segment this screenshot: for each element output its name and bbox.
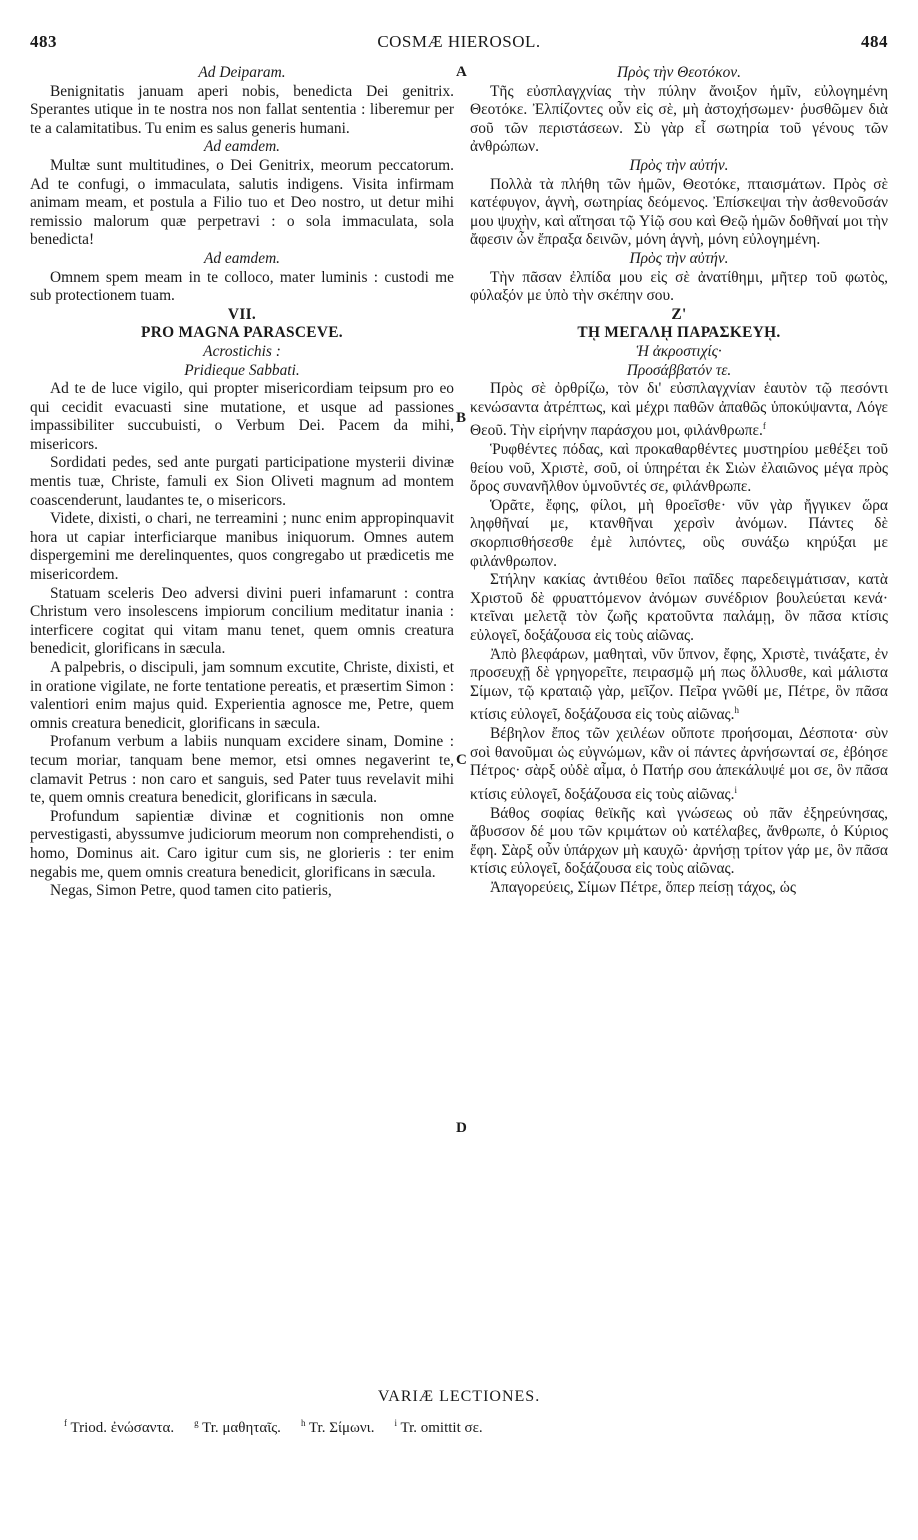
greek-text: Πρὸς τὴν αὐτήν. bbox=[629, 249, 729, 267]
latin-paragraph bbox=[30, 510, 454, 584]
latin-paragraph bbox=[30, 269, 454, 306]
latin-text: Profundum sapientiæ divinæ et cognitionis non omne pervestigasti, abyssumve judiciorum meorum non comprehendisti, o homo, Dominus ait. Caro igitur cum sis, ne glorieris : ter enim negabis me, quem omnis creatura benedicit, glorificans in sæcula. bbox=[30, 807, 454, 881]
footnote-text: Tr. Σίμωνι. bbox=[305, 1420, 375, 1436]
greek-text: Προσάββατόν τε. bbox=[626, 361, 732, 379]
latin-heading bbox=[30, 306, 454, 325]
latin-paragraph bbox=[30, 882, 454, 901]
greek-paragraph bbox=[470, 83, 888, 157]
greek-paragraph bbox=[470, 646, 888, 726]
greek-text: Ὁρᾶτε, ἔφης, φίλοι, μὴ θροεῖσθε· νῦν γὰρ ἤγγικεν ὥρα ληφθῆναί με, κτανθῆναι χερσὶν ἀνόμων. Πάντες δὲ σκορπισθήσεσθε ἐμὲ λιπόντες, οὓς συνάξω κηρύξαι με φιλάνθρωπον. bbox=[470, 496, 888, 570]
latin-text: Negas, Simon Petre, quod tamen cito patieris, bbox=[50, 882, 332, 900]
greek-text: Πρὸς τὴν Θεοτόκον. bbox=[617, 64, 741, 81]
greek-text: Ῥυφθέντες πόδας, καὶ προκαθαρθέντες μυστηρίου μεθέξει τοῦ θείου νοῦ, Χριστὲ, σοῦ, οἱ ὑπηρέται ἐκ Σιὼν ἐλαιῶνος μέγα πρὸς ὄρος συνανῆλθον ὑμνοῦντές σε, φιλάνθρωπε. bbox=[470, 441, 888, 496]
page-number-right: 484 bbox=[861, 32, 888, 51]
latin-paragraph bbox=[30, 380, 454, 454]
latin-text: Omnem spem meam in te colloco, mater luminis : custodi me sub protectionem tuam. bbox=[30, 268, 454, 305]
latin-text: VII. bbox=[227, 305, 257, 323]
latin-heading bbox=[30, 324, 454, 343]
latin-paragraph bbox=[30, 454, 454, 510]
footnote bbox=[64, 1420, 184, 1436]
latin-text: Ad Deiparam. bbox=[198, 64, 286, 81]
footnote-reference: h bbox=[734, 705, 739, 716]
margin-marker-c: C bbox=[456, 752, 467, 768]
latin-text: Profanum verbum a labiis nunquam excidere sinam, Domine : tecum moriar, tanquam bene memor, etsi omnes negaverint te, clamavit Petrus : non caro et sanguis, sed Pater tuus revelavit mihi te, quem omnis creatura benedicit, glorificans in sæcula. bbox=[30, 733, 454, 807]
latin-text: Acrostichis : bbox=[203, 342, 281, 360]
latin-text: Statuam sceleris Deo adversi divini pueri infamarunt : contra Christum vero insolescens impiorum concilium meditatur inania : interficere cogitat qui vitam manu tenet, quem omnis creatura benedicit, glorificans in sæcula. bbox=[30, 584, 454, 658]
footnote-text: Triod. ἐνώσαντα. bbox=[67, 1420, 175, 1436]
latin-heading bbox=[30, 138, 454, 157]
greek-text: Βάθος σοφίας θεϊκῆς καὶ γνώσεως οὐ πᾶν ἐξηρεύνησας, ἄβυσσον δέ μου τῶν κριμάτων οὐ κατέλαβες, ἄνθρωπε, ὁ Κύριος ἔφη. Σὰρξ οὖν ὑπάρχων μὴ καυχῶ· ἀρνήσῃ τρίτον γάρ με, ὃν πᾶσα κτίσις εὐλογεῖ, δοξάζουσα εἰς τοὺς αἰῶνας. bbox=[470, 804, 888, 878]
greek-paragraph bbox=[470, 879, 888, 898]
greek-heading bbox=[470, 324, 888, 343]
greek-heading bbox=[470, 250, 888, 269]
latin-text: Pridieque Sabbati. bbox=[184, 361, 300, 379]
greek-column bbox=[470, 64, 888, 898]
footnote-text: Tr. omittit σε. bbox=[396, 1420, 483, 1436]
footnote bbox=[394, 1420, 492, 1436]
footnote-reference: i bbox=[734, 784, 737, 795]
greek-text: Ἡ ἀκροστιχίς· bbox=[636, 342, 722, 360]
margin-marker-a: A bbox=[456, 64, 467, 80]
greek-paragraph bbox=[470, 571, 888, 645]
greek-paragraph bbox=[470, 725, 888, 805]
margin-marker-d: D bbox=[456, 1120, 467, 1136]
footnote-mark: f bbox=[64, 1418, 67, 1428]
latin-paragraph bbox=[30, 585, 454, 659]
greek-paragraph bbox=[470, 805, 888, 879]
footnotes bbox=[64, 1418, 503, 1437]
greek-text: Τῆς εὐσπλαγχνίας τὴν πύλην ἄνοιξον ἡμῖν, εὐλογημένη Θεοτόκε. Ἐλπίζοντες οὖν εἰς σὲ, μὴ ἀστοχήσωμεν· ῥυσθῶμεν διὰ σοῦ τῶν περιστάσεων. Σὺ γὰρ εἶ σωτηρία τοῦ γένους τῶν ἀνθρώπων. bbox=[470, 82, 888, 156]
footnote-mark: i bbox=[394, 1418, 397, 1428]
latin-text: Sordidati pedes, sed ante purgati participatione mysterii divinæ mentis tuæ, Christe, famuli ex Sion Oliveti magnum ad montem coascenderunt, laudantes te, o misericors. bbox=[30, 454, 454, 509]
latin-paragraph bbox=[30, 157, 454, 250]
greek-heading bbox=[470, 306, 888, 325]
footnote bbox=[301, 1420, 385, 1436]
latin-text: Multæ sunt multitudines, o Dei Genitrix, meorum peccatorum. Ad te confugi, o immaculata, salutis indigens. Visita infirmam animam meam, et postula a Filio tuo et Deo nostro, ut detur mihi remissio malorum quæ perpetravi : o sola immaculata, sola benedicta! bbox=[30, 156, 454, 249]
greek-text: Στήλην κακίας ἀντιθέου θεῖοι παῖδες παρεδειγμάτισαν, κατὰ Χριστοῦ δὲ φρυαττόμενον ἀνόμων συνέδριον βουλεύεται κενά· κτεῖναι μελετᾷ τὸν ζωῆς κρατοῦντα παλάμῃ, ὃν πᾶσα κτίσις εὐλογεῖ, δοξάζουσα εἰς τοὺς αἰῶνας. bbox=[470, 571, 888, 644]
greek-paragraph bbox=[470, 380, 888, 441]
greek-text: Ζ' bbox=[671, 305, 687, 323]
greek-heading bbox=[470, 343, 888, 362]
greek-paragraph bbox=[470, 497, 888, 571]
greek-text: Ἀπὸ βλεφάρων, μαθηταὶ, νῦν ὕπνον, ἔφης, Χριστὲ, τινάξατε, ἐν προσευχῇ δὲ γρηγορεῖτε, πειρασμῷ μή πως ὄλλυσθε, καὶ μάλιστα Σίμων, τῷ κραταιῷ γὰρ, μεῖζον. Πεῖρα γνῶθί με, Πέτρε, ὃν πᾶσα κτίσις εὐλογεῖ, δοξάζουσα εἰς τοὺς αἰῶνας. bbox=[470, 645, 888, 724]
greek-text: Βέβηλον ἔπος τῶν χειλέων οὔποτε προήσομαι, Δέσποτα· σὺν σοὶ θανοῦμαι ὡς εὐγνώμων, κἂν οἱ πάντες ἀρνήσωνταί σε, ἐβόησε Πέτρος· σὰρξ οὐδὲ αἷμα, ὁ Πατήρ σου ἀπεκάλυψέ μοι σε, ὃν πᾶσα κτίσις εὐλογεῖ, δοξάζουσα εἰς τοὺς αἰῶνας. bbox=[470, 725, 888, 803]
greek-text: Πολλὰ τὰ πλήθη τῶν ἡμῶν, Θεοτόκε, πταισμάτων. Πρὸς σὲ κατέφυγον, ἁγνὴ, σωτηρίας δεόμενος. Ἐπίσκεψαι τὴν ἀσθενοῦσάν μου ψυχὴν, καὶ αἴτησαι τῷ Υἱῷ σου καὶ Θεῷ ἡμῶν δοθῆναί μοι τὴν ἄφεσιν ὧν ἔπραξα δεινῶν, μόνη ἁγνὴ, μόνη εὐλογημένη. bbox=[470, 175, 888, 249]
variae-lectiones-heading: VARIÆ LECTIONES. bbox=[377, 1388, 541, 1405]
greek-heading bbox=[470, 64, 888, 83]
latin-heading bbox=[30, 250, 454, 269]
running-title: COSMÆ HIEROSOL. bbox=[377, 32, 541, 51]
footnote-mark: h bbox=[300, 1418, 306, 1428]
greek-paragraph bbox=[470, 269, 888, 306]
greek-heading bbox=[470, 362, 888, 381]
latin-text: Ad eamdem. bbox=[203, 249, 281, 267]
latin-text: Ad eamdem. bbox=[203, 138, 281, 156]
latin-paragraph bbox=[30, 808, 454, 882]
latin-paragraph bbox=[30, 733, 454, 807]
latin-text: Ad te de luce vigilo, qui propter misericordiam teipsum pro eo qui cecidit evacuasti sine mutatione, et usque ad passiones impassibiliter succubuisti, o Verbum Dei. Pacem da mihi, misericors. bbox=[30, 380, 454, 453]
greek-text: Πρὸς σὲ ὀρθρίζω, τὸν δι' εὐσπλαγχνίαν ἑαυτὸν τῷ πεσόντι κενώσαντα ἀτρέπτως, καὶ μέχρι παθῶν ἀπαθῶς ὑποκύψαντα, Λόγε Θεοῦ. Τὴν εἰρήνην παράσχου μοι, φιλάνθρωπε. bbox=[470, 380, 888, 440]
greek-text: Ἀπαγορεύεις, Σίμων Πέτρε, ὅπερ πείσῃ τάχος, ὡς bbox=[490, 878, 796, 896]
running-header bbox=[30, 32, 888, 58]
latin-heading bbox=[30, 362, 454, 381]
footnote-mark: g bbox=[194, 1418, 199, 1428]
latin-heading bbox=[30, 64, 454, 83]
greek-text: Τῌ ΜΕΓΑΛῌ ΠΑΡΑΣΚΕΥῌ. bbox=[577, 324, 781, 342]
greek-text: Πρὸς τὴν αὐτήν. bbox=[629, 156, 729, 174]
latin-paragraph bbox=[30, 83, 454, 139]
latin-heading bbox=[30, 343, 454, 362]
latin-column bbox=[30, 64, 454, 901]
page-number-left: 483 bbox=[30, 32, 57, 51]
latin-text: Videte, dixisti, o chari, ne terreamini ; nunc enim appropinquavit hora ut capiar interficiarque manibus iniquorum. Omnes autem dispergemini me derelinquentes, quos congregabo ut prædicetis me misericordem. bbox=[30, 510, 454, 584]
greek-paragraph bbox=[470, 441, 888, 497]
footnote bbox=[194, 1420, 291, 1436]
margin-marker-b: B bbox=[456, 410, 467, 426]
footnote-reference: f bbox=[762, 421, 766, 432]
greek-heading bbox=[470, 157, 888, 176]
latin-text: PRO MAGNA PARASCEVE. bbox=[141, 324, 343, 342]
footnote-text: Tr. μαθηταῖς. bbox=[198, 1420, 281, 1436]
greek-paragraph bbox=[470, 176, 888, 250]
latin-text: A palpebris, o discipuli, jam somnum excutite, Christe, dixisti, et in oratione vigilate, ne forte tentatione pereatis, et præsertim Simon : valentiori enim majus quid. Experientia agnosce me, Petre, quem omnis creatura benedicit, glorificans in sæcula. bbox=[30, 659, 454, 732]
greek-text: Τὴν πᾶσαν ἐλπίδα μου εἰς σὲ ἀνατίθημι, μῆτερ τοῦ φωτὸς, φύλαξόν με ὑπὸ τὴν σκέπην σου. bbox=[470, 268, 888, 305]
latin-text: Benignitatis januam aperi nobis, benedicta Dei genitrix. Sperantes utique in te nostra nos non fallat sententia : liberemur per te a calamitatibus. Tu enim es salus generis humani. bbox=[30, 82, 454, 137]
latin-paragraph bbox=[30, 659, 454, 733]
